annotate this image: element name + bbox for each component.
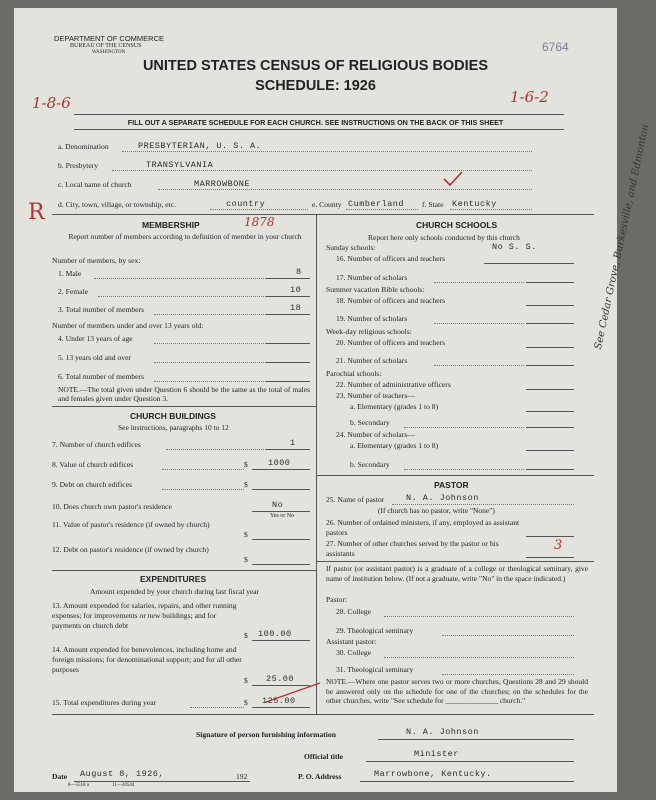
q8-answer-line: [252, 469, 310, 470]
q15-answer-line: [252, 707, 310, 708]
hand-code-left: 1-8-6: [32, 94, 71, 112]
pastor-title: PASTOR: [434, 480, 469, 490]
leader-dots: [162, 469, 244, 470]
q27-answer-line: [526, 557, 574, 558]
q16-value[interactable]: No S. S.: [492, 242, 537, 252]
divider: [316, 561, 594, 562]
q11-label: 11. Value of pastor's residence (if owned by church): [52, 520, 210, 529]
leader-dots: [98, 296, 266, 297]
buildings-sub: See instructions, paragraphs 10 to 12: [118, 423, 229, 432]
divider: [74, 114, 564, 115]
q25-label: 25. Name of pastor: [326, 495, 385, 504]
date-year-suffix: 192: [236, 772, 248, 781]
membership-intro: Report number of members according to definition of member in your church: [68, 232, 302, 241]
expenditures-title: EXPENDITURES: [140, 574, 207, 584]
parochial-heading: Parochial schools:: [326, 369, 382, 378]
leader-dots: [154, 381, 266, 382]
date-line: [74, 781, 250, 782]
q15-value[interactable]: 125.00: [262, 696, 296, 706]
q12-dollar: $: [244, 555, 248, 564]
form-number: 8—5518 a: [68, 783, 89, 788]
signature-value[interactable]: N. A. Johnson: [406, 727, 479, 737]
leader-dots: [94, 278, 266, 279]
q9-label: 9. Debt on church edifices: [52, 480, 132, 489]
bureau-name: BUREAU OF THE CENSUS: [70, 43, 142, 49]
q24a-answer-line: [526, 450, 574, 451]
q29-label: 29. Theological seminary: [336, 626, 414, 635]
po-label: P. O. Address: [298, 772, 342, 781]
q5-label: 5. 13 years old and over: [58, 353, 131, 362]
county-label: e. County: [312, 200, 342, 209]
local-name-line: [158, 189, 532, 190]
q23b-label: b. Secondary: [350, 418, 390, 427]
membership-title: MEMBERSHIP: [142, 220, 200, 230]
po-line: [360, 781, 574, 782]
graduate-note: If pastor (or assistant pastor) is a graduate of a college or theological seminary, give name of institution below. (If not a graduate, write "No" in the space indicated.): [326, 564, 588, 583]
po-value[interactable]: Marrowbone, Kentucky.: [374, 769, 492, 779]
city-label: d. City, town, village, or township, etc.: [58, 200, 177, 209]
state-line: [450, 209, 532, 210]
q25-value[interactable]: N. A. Johnson: [406, 493, 479, 503]
q3-answer-line: [266, 314, 310, 315]
hand-mark-r: R: [28, 200, 45, 225]
q3-value[interactable]: 18: [290, 303, 302, 313]
leader-dots: [154, 362, 266, 363]
q13-dollar: $: [244, 631, 248, 640]
presbytery-label: b. Presbytery: [58, 161, 99, 170]
q2-value[interactable]: 10: [290, 285, 302, 295]
weekday-heading: Week-day religious schools:: [326, 327, 412, 336]
q10-label: 10. Does church own pastor's residence: [52, 502, 172, 511]
q7-label: 7. Number of church edifices: [52, 440, 141, 449]
column-divider: [316, 214, 317, 714]
hand-stroke-icon: [264, 680, 324, 706]
summer-heading: Summer vacation Bible schools:: [326, 285, 425, 294]
margin-note: See Cedar Grove, Burkesville, and Edmonton: [592, 123, 652, 351]
q4-answer-line: [266, 343, 310, 344]
q18-answer-line: [526, 305, 574, 306]
denomination-line: [122, 151, 532, 152]
q6-answer-line: [266, 381, 310, 382]
q10-hint: Yes or No: [270, 513, 295, 519]
q11-dollar: $: [244, 530, 248, 539]
denomination-value[interactable]: PRESBYTERIAN, U. S. A.: [138, 141, 262, 151]
q22-label: 22. Number of administrative officers: [336, 380, 451, 389]
q22-answer-line: [526, 389, 574, 390]
buildings-title: CHURCH BUILDINGS: [130, 411, 216, 421]
q24b-label: b. Secondary: [350, 460, 390, 469]
q15-dollar: $: [244, 698, 248, 707]
leader-dots: [154, 314, 266, 315]
official-title-value[interactable]: Minister: [414, 749, 459, 759]
city-value[interactable]: country: [226, 199, 266, 209]
q17-label: 17. Number of scholars: [336, 273, 408, 282]
q14-dollar: $: [244, 676, 248, 685]
q2-answer-line: [266, 296, 310, 297]
q15-label: 15. Total expenditures during year: [52, 698, 157, 707]
pastor-note: NOTE.—Where one pastor serves two or more churches, Questions 28 and 29 should be answered only on the schedule for one of the churches; on the schedules for the other churches, write "See schedule for ______________ church.": [326, 677, 588, 705]
q19-answer-line: [526, 323, 574, 324]
q7-value[interactable]: 1: [290, 438, 296, 448]
q21-label: 21. Number of scholars: [336, 356, 408, 365]
form-title: UNITED STATES CENSUS OF RELIGIOUS BODIES: [142, 58, 489, 74]
presbytery-value[interactable]: TRANSYLVANIA: [146, 160, 214, 170]
local-name-value[interactable]: MARROWBONE: [194, 179, 251, 189]
bureau-city: WASHINGTON: [92, 50, 126, 55]
q25-hint: (If church has no pastor, write "None"): [378, 506, 495, 515]
q31-label: 31. Theological seminary: [336, 665, 414, 674]
membership-note: NOTE.—The total given under Question 6 should be the same as the total of males and females given under Question 3.: [58, 385, 310, 403]
q23a-answer-line: [526, 411, 574, 412]
county-line: [346, 209, 418, 210]
serial-number: 6764: [542, 40, 569, 54]
q14-value[interactable]: 25.00: [266, 674, 295, 684]
leader-dots: [404, 469, 524, 470]
q27-label: 27. Number of other churches served by the pastor or his assistants: [326, 539, 499, 558]
instructions: FILL OUT A SEPARATE SCHEDULE FOR EACH CHURCH. SEE INSTRUCTIONS ON THE BACK OF THIS SHEET: [127, 118, 504, 127]
q17-answer-line: [526, 282, 574, 283]
q8-value[interactable]: 1000: [268, 458, 291, 468]
q24a-label: a. Elementary (grades 1 to 8): [350, 441, 439, 450]
official-title-label: Official title: [304, 752, 344, 761]
hand-membership-note: 1878: [244, 215, 275, 229]
q10-answer-line: [252, 511, 310, 512]
q3-label: 3. Total number of members: [58, 305, 145, 314]
age-heading: Number of members under and over 13 years old:: [52, 321, 204, 330]
q23a-label: a. Elementary (grades 1 to 8): [350, 402, 439, 411]
q12-label: 12. Debt on pastor's residence (if owned by church): [52, 545, 209, 554]
schools-title: CHURCH SCHOOLS: [416, 220, 498, 230]
q5-answer-line: [266, 362, 310, 363]
q27-hand-value: 3: [554, 538, 563, 553]
official-title-line: [366, 761, 574, 762]
q30-label: 30. College: [336, 648, 372, 657]
department-name: DEPARTMENT OF COMMERCE: [54, 34, 165, 43]
leader-dots: [434, 365, 524, 366]
county-value[interactable]: Cumberland: [348, 199, 405, 209]
leader-dots: [434, 282, 524, 283]
signature-line: [378, 739, 574, 740]
q1-answer-line: [266, 278, 310, 279]
q16-label: 16. Number of officers and teachers: [336, 254, 446, 263]
presbytery-line: [112, 170, 532, 171]
divider: [316, 475, 594, 476]
leader-dots: [434, 323, 524, 324]
city-line: [210, 209, 308, 210]
q8-label: 8. Value of church edifices: [52, 460, 134, 469]
pastor-subheading: Pastor:: [326, 595, 348, 604]
q20-answer-line: [526, 347, 574, 348]
q23b-answer-line: [526, 427, 574, 428]
state-label: f. State: [422, 200, 444, 209]
q28-label: 28. College: [336, 607, 372, 616]
state-value[interactable]: Kentucky: [452, 199, 497, 209]
leader-dots: [154, 343, 266, 344]
schedule-title: SCHEDULE: 1926: [255, 78, 376, 94]
schools-intro: Report here only schools conducted by this church: [368, 233, 520, 242]
denomination-label: a. Denomination: [58, 142, 109, 151]
q19-label: 19. Number of scholars: [336, 314, 408, 323]
q31-answer-line: [442, 674, 574, 675]
q1-value[interactable]: 8: [296, 267, 302, 277]
q11-answer-line: [252, 539, 310, 540]
q4-label: 4. Under 13 years of age: [58, 334, 133, 343]
divider: [74, 129, 564, 130]
q24-label: 24. Number of scholars—: [336, 430, 415, 439]
q26-answer-line: [526, 536, 574, 537]
print-number: 11—20544: [112, 783, 135, 788]
q13-value[interactable]: 100.00: [258, 629, 292, 639]
q26-label: 26. Number of ordained ministers, if any, employed as assistant pastors: [326, 518, 520, 537]
divider: [52, 714, 594, 715]
q25-answer-line: [392, 504, 574, 505]
q29-answer-line: [442, 635, 574, 636]
date-value[interactable]: August 8, 1926,: [80, 769, 165, 779]
q28-answer-line: [384, 616, 574, 617]
q9-dollar: $: [244, 480, 248, 489]
expenditures-sub: Amount expended by your church during last fiscal year: [90, 587, 260, 596]
leader-dots: [166, 449, 266, 450]
signature-label: Signature of person furnishing information: [196, 730, 336, 739]
sex-heading: Number of members, by sex:: [52, 256, 141, 265]
census-form: [14, 8, 652, 792]
q24b-answer-line: [526, 469, 574, 470]
leader-dots: [190, 707, 244, 708]
q20-label: 20. Number of officers and teachers: [336, 338, 446, 347]
q14-label: 14. Amount expended for benevolences, including home and foreign missions; for denominational support; and for all other purposes: [52, 645, 242, 674]
divider: [52, 214, 594, 215]
leader-dots: [162, 489, 244, 490]
assistant-subheading: Assistant pastor:: [326, 637, 377, 646]
q7-answer-line: [266, 449, 310, 450]
q2-label: 2. Female: [58, 287, 88, 296]
divider: [52, 406, 316, 407]
leader-dots: [404, 427, 524, 428]
q1-label: 1. Male: [58, 269, 82, 278]
q12-answer-line: [252, 564, 310, 565]
q30-answer-line: [384, 657, 574, 658]
divider: [52, 570, 316, 571]
hand-code-right: 1-6-2: [510, 88, 549, 106]
local-name-label: c. Local name of church: [58, 180, 132, 189]
q21-answer-line: [526, 365, 574, 366]
q13-answer-line: [252, 640, 310, 641]
q18-label: 18. Number of officers and teachers: [336, 296, 446, 305]
q9-answer-line: [252, 489, 310, 490]
date-label: Date: [52, 772, 68, 781]
q10-value[interactable]: No: [272, 500, 284, 510]
sunday-heading: Sunday schools:: [326, 243, 376, 252]
q23-label: 23. Number of teachers—: [336, 391, 415, 400]
q16-answer-line: [484, 263, 574, 264]
q6-label: 6. Total number of members: [58, 372, 145, 381]
q8-dollar: $: [244, 460, 248, 469]
check-mark-icon: [442, 170, 464, 188]
q13-label: 13. Amount expended for salaries, repairs, and other running expenses; for improvements or new buildings; and for payments on church debt: [52, 601, 237, 630]
